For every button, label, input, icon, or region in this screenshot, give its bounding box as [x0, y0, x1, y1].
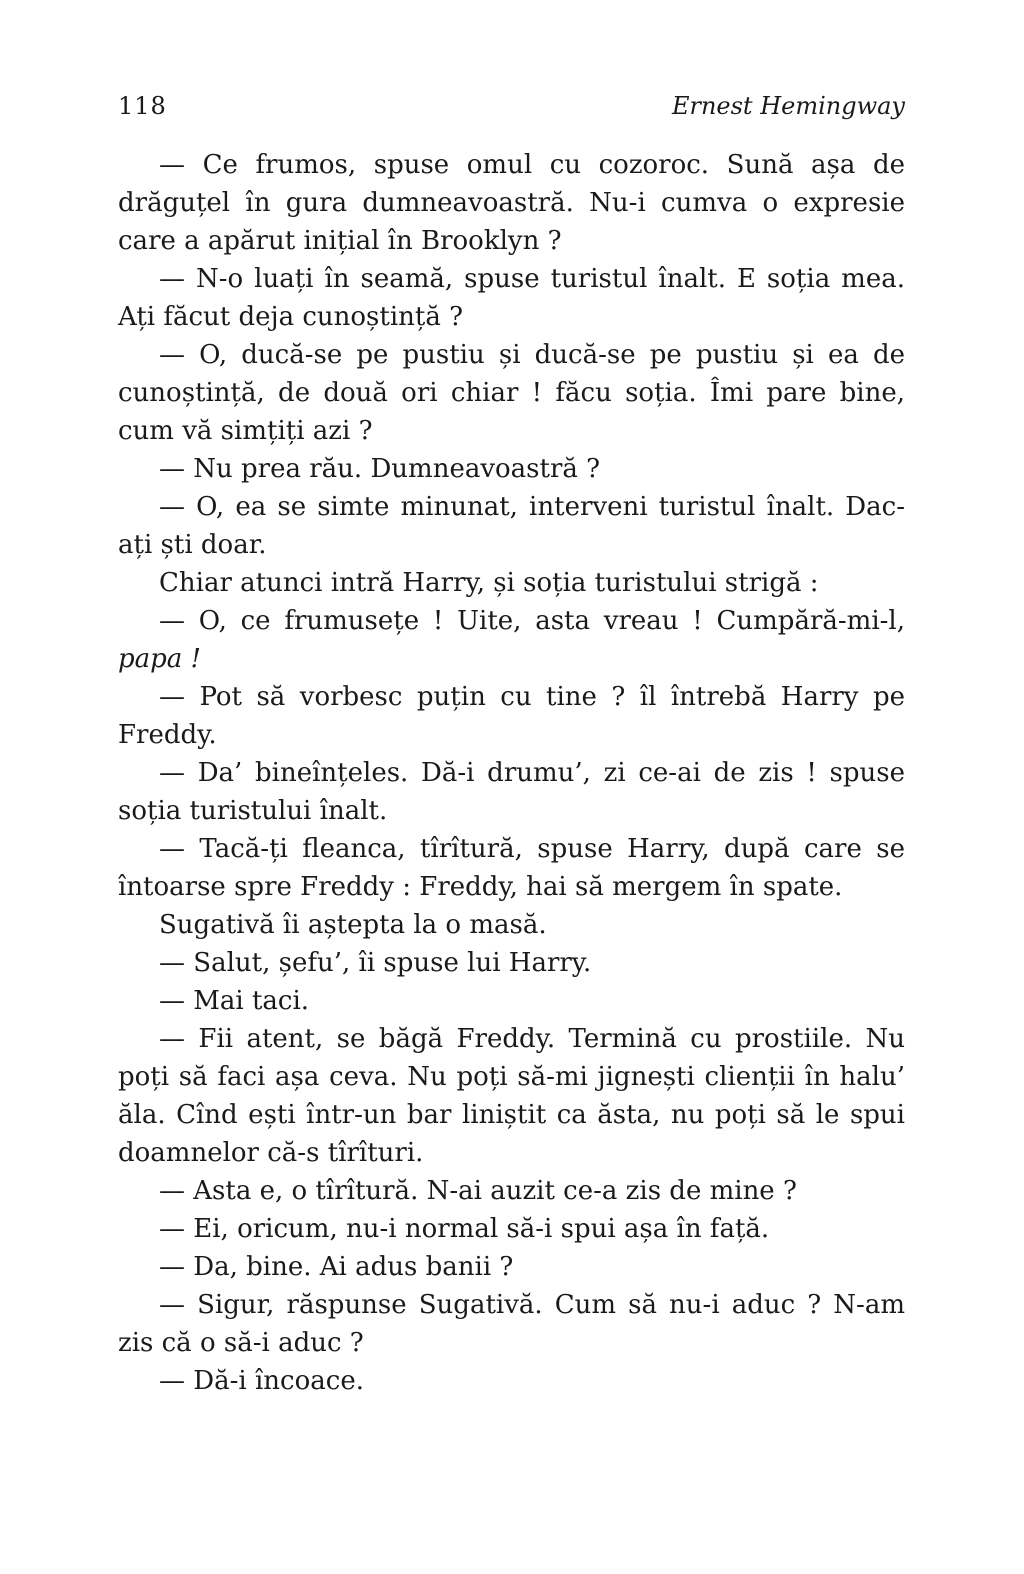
page-header: [118, 92, 905, 120]
paragraph: [118, 754, 905, 830]
text-segment: — Asta e, o tîrîtură. N-ai auzit ce-a zis de mine ?: [159, 1176, 797, 1206]
paragraph: [118, 1248, 905, 1286]
text-segment: — Tacă-ți fleanca, tîrîtură, spuse Harry, după care se întoarse spre Freddy : Freddy, hai să mergem în spate.: [118, 834, 905, 902]
text-segment: — Dă-i încoace.: [159, 1366, 364, 1396]
paragraph: [118, 1210, 905, 1248]
paragraph: [118, 260, 905, 336]
text-segment: — Pot să vorbesc puțin cu tine ? îl întrebă Harry pe Freddy.: [118, 682, 905, 750]
running-title: Ernest Hemingway: [671, 92, 905, 120]
text-segment: — N-o luați în seamă, spuse turistul înalt. E soția mea. Ați făcut deja cunoștință ?: [118, 264, 905, 332]
text-segment: — Nu prea rău. Dumneavoastră ?: [159, 454, 601, 484]
paragraph: [118, 1362, 905, 1400]
text-segment: — O, ce frumusețe ! Uite, asta vreau ! Cumpără-mi-l,: [159, 606, 905, 636]
page-number: 118: [118, 92, 167, 120]
text-segment: — Da, bine. Ai adus banii ?: [159, 1252, 514, 1282]
page-body: [118, 146, 905, 1400]
paragraph: [118, 830, 905, 906]
paragraph: [118, 1286, 905, 1362]
paragraph: [118, 146, 905, 260]
text-segment: — Salut, șefu’, îi spuse lui Harry.: [159, 948, 592, 978]
text-segment: Sugativă îi aștepta la o masă.: [159, 910, 547, 940]
paragraph: [118, 488, 905, 564]
paragraph: [118, 564, 905, 602]
paragraph: [118, 450, 905, 488]
paragraph: [118, 906, 905, 944]
text-segment: — Mai taci.: [159, 986, 310, 1016]
text-segment: — O, ducă-se pe pustiu și ducă-se pe pustiu și ea de cunoștință, de două ori chiar ! făcu soția. Îmi pare bine, cum vă simțiți azi ?: [118, 340, 905, 446]
paragraph: [118, 336, 905, 450]
paragraph: [118, 944, 905, 982]
paragraph: [118, 602, 905, 678]
text-segment: papa !: [118, 644, 202, 674]
text-segment: Chiar atunci intră Harry, și soția turistului strigă :: [159, 568, 819, 598]
paragraph: [118, 982, 905, 1020]
text-segment: — Da’ bineînțeles. Dă-i drumu’, zi ce-ai de zis ! spuse soția turistului înalt.: [118, 758, 905, 826]
text-segment: — O, ea se simte minunat, interveni turistul înalt. Dac-ați ști doar.: [118, 492, 905, 560]
paragraph: [118, 1172, 905, 1210]
text-segment: — Fii atent, se băgă Freddy. Termină cu prostiile. Nu poți să faci așa ceva. Nu poți să-mi jignești clienții în halu’ ăla. Cînd ești într-un bar liniștit ca ăsta, nu poți să le spui doamnelor că-s tîrîturi.: [118, 1024, 905, 1168]
paragraph: [118, 678, 905, 754]
text-segment: — Ce frumos, spuse omul cu cozoroc. Sună așa de drăguțel în gura dumneavoastră. Nu-i cumva o expresie care a apărut inițial în Brooklyn ?: [118, 150, 905, 256]
text-segment: — Sigur, răspunse Sugativă. Cum să nu-i aduc ? N-am zis că o să-i aduc ?: [118, 1290, 905, 1358]
paragraph: [118, 1020, 905, 1172]
text-segment: — Ei, oricum, nu-i normal să-i spui așa în față.: [159, 1214, 770, 1244]
